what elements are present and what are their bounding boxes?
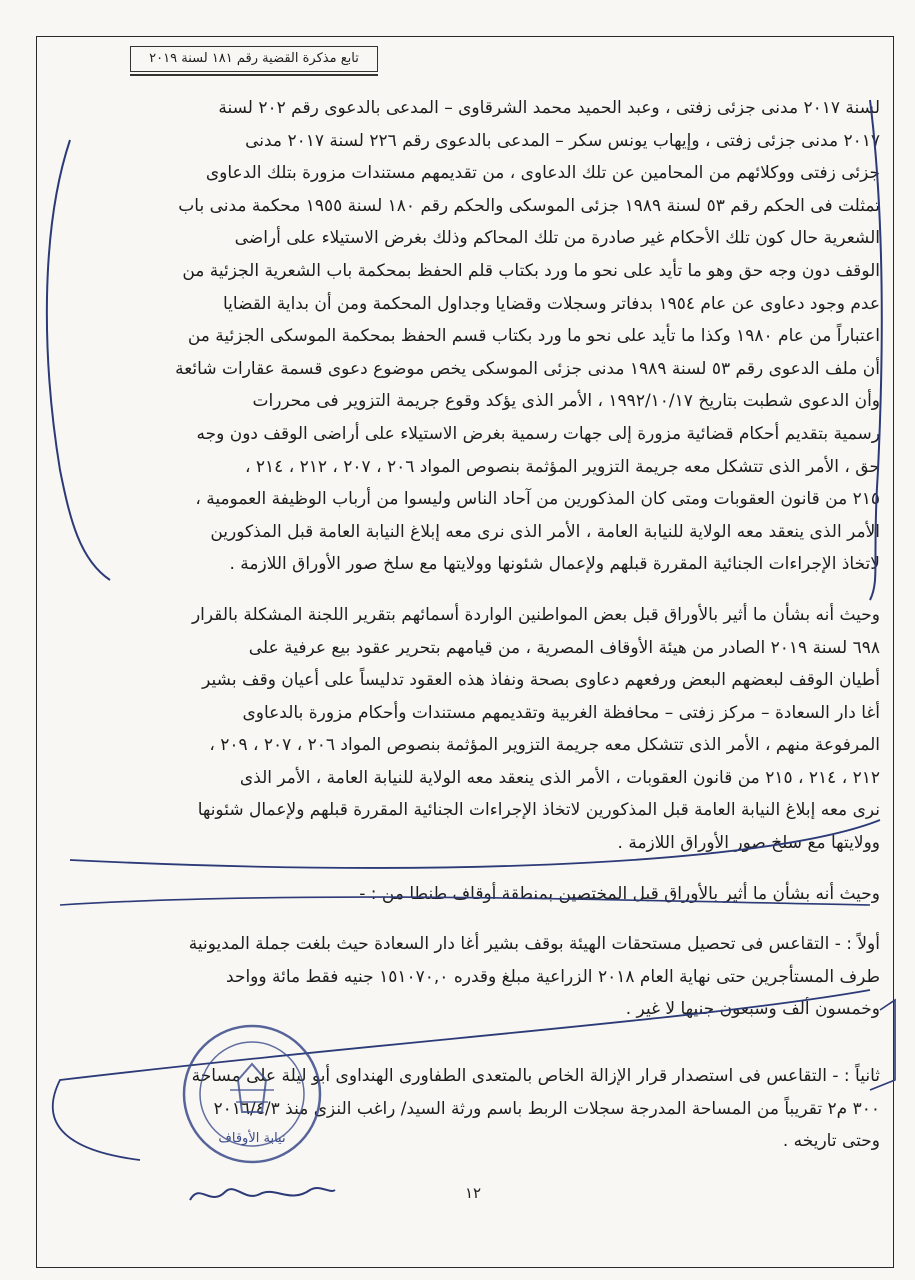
text-line: وخمسون ألف وسبعون جنيها لا غير . <box>625 999 880 1020</box>
page-number: ١٢ <box>465 1184 482 1202</box>
official-stamp <box>178 1020 326 1168</box>
text-line: أغا دار السعادة – مركز زفتى – محافظة الغربية وتقديمهم مستندات وأحكام مزورة بالدعاوى <box>242 702 880 723</box>
text-line: نرى معه إبلاغ النيابة العامة قبل المذكورين لاتخاذ الإجراءات الجنائية المقررة قبلهم ولإعمال شئونها <box>197 800 880 821</box>
text-line: عدم وجود دعاوى عن عام ١٩٥٤ بدفاتر وسجلات وقضايا وجداول المحكمة ومن أن بداية القضايا <box>223 293 880 314</box>
text-line: الشعرية حال كون تلك الأحكام غير صادرة من تلك المحاكم وذلك بغرض الاستيلاء على أراضى <box>234 228 880 249</box>
text-line: ٣٠٠ م٢ تقريباً من المساحة المدرجة سجلات الربط باسم ورثة السيد/ راغب النزى منذ ٢٠١٦/٤/٣ <box>213 1098 880 1119</box>
text-line: اعتباراً من عام ١٩٨٠ وكذا ما تأيد على نحو ما ورد بكتاب قسم الحفظ بمحكمة الموسكى الجزئية من <box>187 326 880 347</box>
text-line: لاتخاذ الإجراءات الجنائية المقررة قبلهم ولإعمال شئونها وولايتها مع سلخ صور الأوراق اللازمة . <box>229 554 880 575</box>
text-line: الأمر الذى ينعقد معه الولاية للنيابة العامة ، الأمر الذى نرى معه إبلاغ النيابة العامة قبل المذكورين <box>210 521 880 542</box>
text-line: وحتى تاريخه . <box>782 1131 880 1152</box>
text-line: حق ، الأمر الذى تتشكل معه جريمة التزوير المؤثمة بنصوص المواد ٢٠٦ ، ٢٠٧ ، ٢١٢ ، ٢١٤ ، <box>245 456 880 477</box>
text-line: جزئى زفتى ووكلائهم من المحامين عن تلك الدعاوى ، من تقديمهم مستندات مزورة بتلك الدعاوى <box>205 163 880 184</box>
spacer <box>60 910 880 928</box>
text-line: ٢٠١٧ مدنى جزئى زفتى ، وإيهاب يونس سكر – المدعى بالدعوى رقم ٢٢٦ لسنة ٢٠١٧ مدنى <box>245 130 880 151</box>
text-line: وأن الدعوى شطبت بتاريخ ١٩٩٢/١٠/١٧ ، الأمر الذى يؤكد وقوع جريمة التزوير فى محررات <box>252 391 880 412</box>
text-line: وولايتها مع سلخ صور الأوراق اللازمة . <box>617 833 880 854</box>
text-line: ٢١٥ من قانون العقوبات ومتى كان المذكورين من آحاد الناس وليسوا من أرباب الوظيفة العمومية ، <box>195 489 880 510</box>
text-line: لسنة ٢٠١٧ مدنى جزئى زفتى ، وعبد الحميد محمد الشرقاوى – المدعى بالدعوى رقم ٢٠٢ لسنة <box>218 98 880 118</box>
spacer <box>60 860 880 878</box>
memo-header: تابع مذكرة القضية رقم ١٨١ لسنة ٢٠١٩ <box>130 46 378 72</box>
text-line: ٦٩٨ لسنة ٢٠١٩ الصادر من هيئة الأوقاف المصرية ، من قيامهم بتحرير عقود بيع عرفية على <box>248 637 880 658</box>
text-line: وحيث أنه بشأن ما أثير بالأوراق قبل المختصين بمنطقة أوقاف طنطا من : - <box>359 883 880 904</box>
text-line: أولاً : - التقاعس فى تحصيل مستحقات الهيئة بوقف بشير أغا دار السعادة حيث بلغت جملة المديونية <box>188 934 880 955</box>
paragraph-citizens-contracts <box>60 599 880 860</box>
memo-body <box>60 92 880 1158</box>
text-line: طرف المستأجرين حتى نهاية العام ٢٠١٨ الزراعية مبلغ وقدره ١٥١٠٧٠,٠ جنيه فقط مائة وواحد <box>226 966 880 987</box>
text-line: الوقف دون وجه حق وهو ما تأيد على نحو ما ورد بكتاب قلم الحفظ بمحكمة باب الشعرية الجزئية من <box>182 260 880 281</box>
spacer <box>60 581 880 599</box>
text-line: ٢١٢ ، ٢١٤ ، ٢١٥ من قانون العقوبات ، الأمر الذى ينعقد معه الولاية للنيابة العامة ، الأمر الذى <box>239 767 880 788</box>
paragraph-first-item <box>60 928 880 1026</box>
text-line: وحيث أنه بشأن ما أثير بالأوراق قبل بعض المواطنين الواردة أسمائهم بتقرير اللجنة المشكلة بالقرار <box>191 604 880 625</box>
paragraph-tanta-officials <box>60 878 880 911</box>
text-line: رسمية بتقديم أحكام قضائية مزورة إلى جهات رسمية بغرض الاستيلاء على أراضى الوقف دون وجه <box>196 423 880 444</box>
signature-scribble <box>180 1172 340 1212</box>
paragraph-accusation-documents <box>60 92 880 581</box>
text-line: تمثلت فى الحكم رقم ٥٣ لسنة ١٩٨٩ جزئى الموسكى والحكم رقم ١٨٠ لسنة ١٩٥٥ محكمة مدنى باب <box>178 195 880 216</box>
text-line: أطيان الوقف لبعضهم البعض ورفعهم دعاوى بصحة ونفاذ هذه العقود تدليساً على أعيان وقف بشير <box>202 670 880 691</box>
text-line: ثانياً : - التقاعس فى استصدار قرار الإزالة الخاص بالمتعدى الطفاورى الهنداوى أبو ليلة على مساحة <box>191 1066 880 1087</box>
text-line: أن ملف الدعوى رقم ٥٣ لسنة ١٩٨٩ مدنى جزئى الموسكى يخص موضوع دعوى قسمة عقارات شائعة <box>175 358 880 379</box>
header-underline <box>130 74 378 76</box>
stamp-text: نيابة الأوقاف <box>218 1131 286 1146</box>
text-line: المرفوعة منهم ، الأمر الذى تتشكل معه جريمة التزوير المؤثمة بنصوص المواد ٢٠٦ ، ٢٠٧ ، ٢٠٩ ، <box>209 735 880 756</box>
